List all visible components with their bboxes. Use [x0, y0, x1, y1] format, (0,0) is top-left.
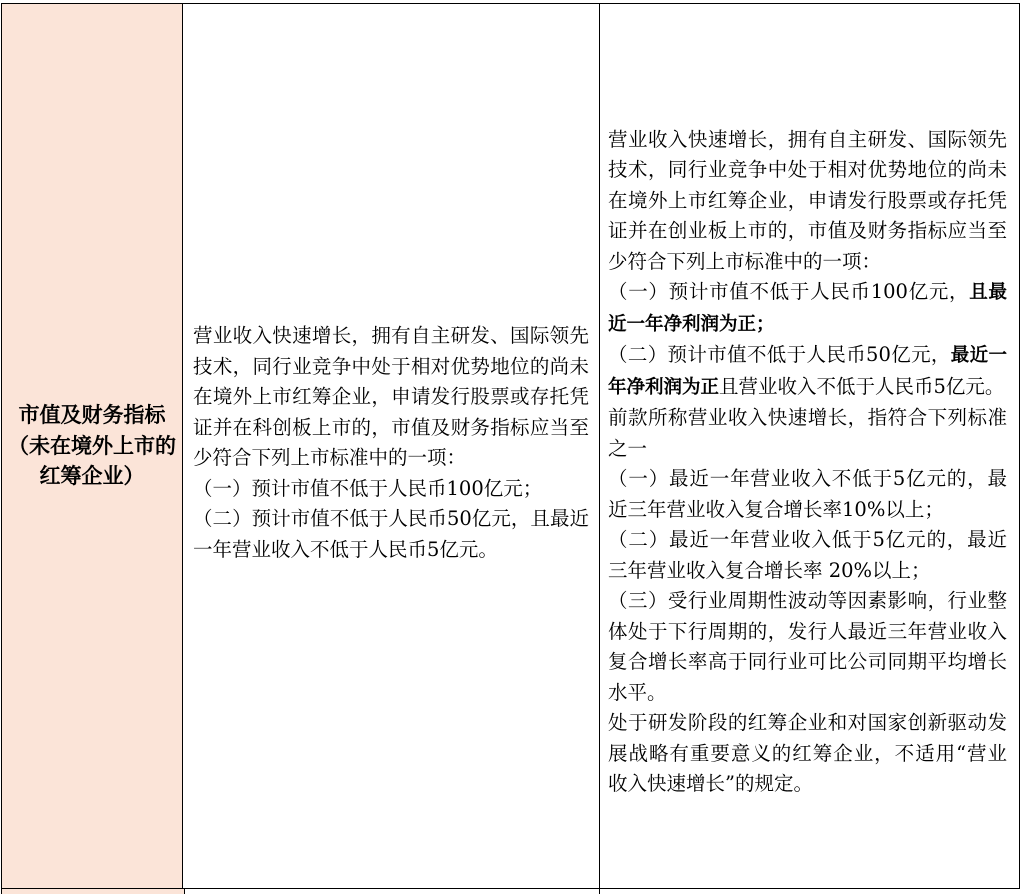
- kechuang-intro: 营业收入快速增长，拥有自主研发、国际领先技术，同行业竞争中处于相对优势地位的尚未在境外上市红筹企业，申请发行股票或存托凭证并在科创板上市的，市值及财务指标应当至少符合下列上市标准中的一项：: [193, 324, 589, 469]
- kechuang-criteria-text: [183, 321, 599, 565]
- chuangye-standard-2: [608, 340, 1007, 403]
- growth-definition-intro: 前款所称营业收入快速增长，指符合下列标准之一: [608, 406, 1007, 460]
- kechuang-standard-1: （一）预计市值不低于人民币100亿元；: [193, 476, 543, 500]
- kechuang-criteria-cell: [183, 4, 600, 889]
- chuangye-standard-1-text: （一）预计市值不低于人民币100亿元，: [608, 280, 970, 303]
- chuangye-intro: 营业收入快速增长，拥有自主研发、国际领先技术，同行业竞争中处于相对优势地位的尚未在境外上市红筹企业，申请发行股票或存托凭证并在创业板上市的，市值及财务指标应当至少符合下列上市标准中的一项：: [608, 127, 1007, 273]
- next-row-label-edge: [1, 889, 185, 894]
- exemption-note: 处于研发阶段的红筹企业和对国家创新驱动发展战略有重要意义的红筹企业，不适用“营业收入快速增长”的规定。: [608, 711, 1007, 795]
- chuangye-criteria-text: [600, 93, 1019, 800]
- next-row-top-edge: [1, 889, 1018, 894]
- row-label: 市值及财务指标（未在境外上市的红筹企业）: [8, 403, 176, 489]
- growth-standard-2: （二）最近一年营业收入低于5亿元的，最近三年营业收入复合增长率 20%以上；: [608, 528, 1007, 582]
- next-row-divider: [599, 889, 600, 894]
- chuangye-criteria-cell: [600, 4, 1020, 889]
- growth-standard-1: （一）最近一年营业收入不低于5亿元的，最近三年营业收入复合增长率10%以上；: [608, 467, 1007, 521]
- growth-standard-3: （三）受行业周期性波动等因素影响，行业整体处于下行周期的，发行人最近三年营业收入复合增长率高于同行业可比公司同期平均增长水平。: [608, 589, 1007, 704]
- chuangye-standard-1: [608, 277, 1007, 340]
- chuangye-standard-2-text: （二）预计市值不低于人民币50亿元，: [608, 343, 951, 366]
- chuangye-standard-1-bold: 且最近一年净利润为正；: [608, 282, 1007, 335]
- listing-standards-table: [1, 3, 1020, 889]
- chuangye-standard-2-tail: 且营业收入不低于人民币5亿元。: [719, 374, 1005, 398]
- chuangye-standard-2-bold: 最近一年净利润为正: [608, 345, 1007, 398]
- kechuang-standard-2: （二）预计市值不低于人民币50亿元，且最近一年营业收入不低于人民币5亿元。: [193, 507, 589, 561]
- row-label-cell: [2, 4, 183, 889]
- table-row: [2, 4, 1020, 889]
